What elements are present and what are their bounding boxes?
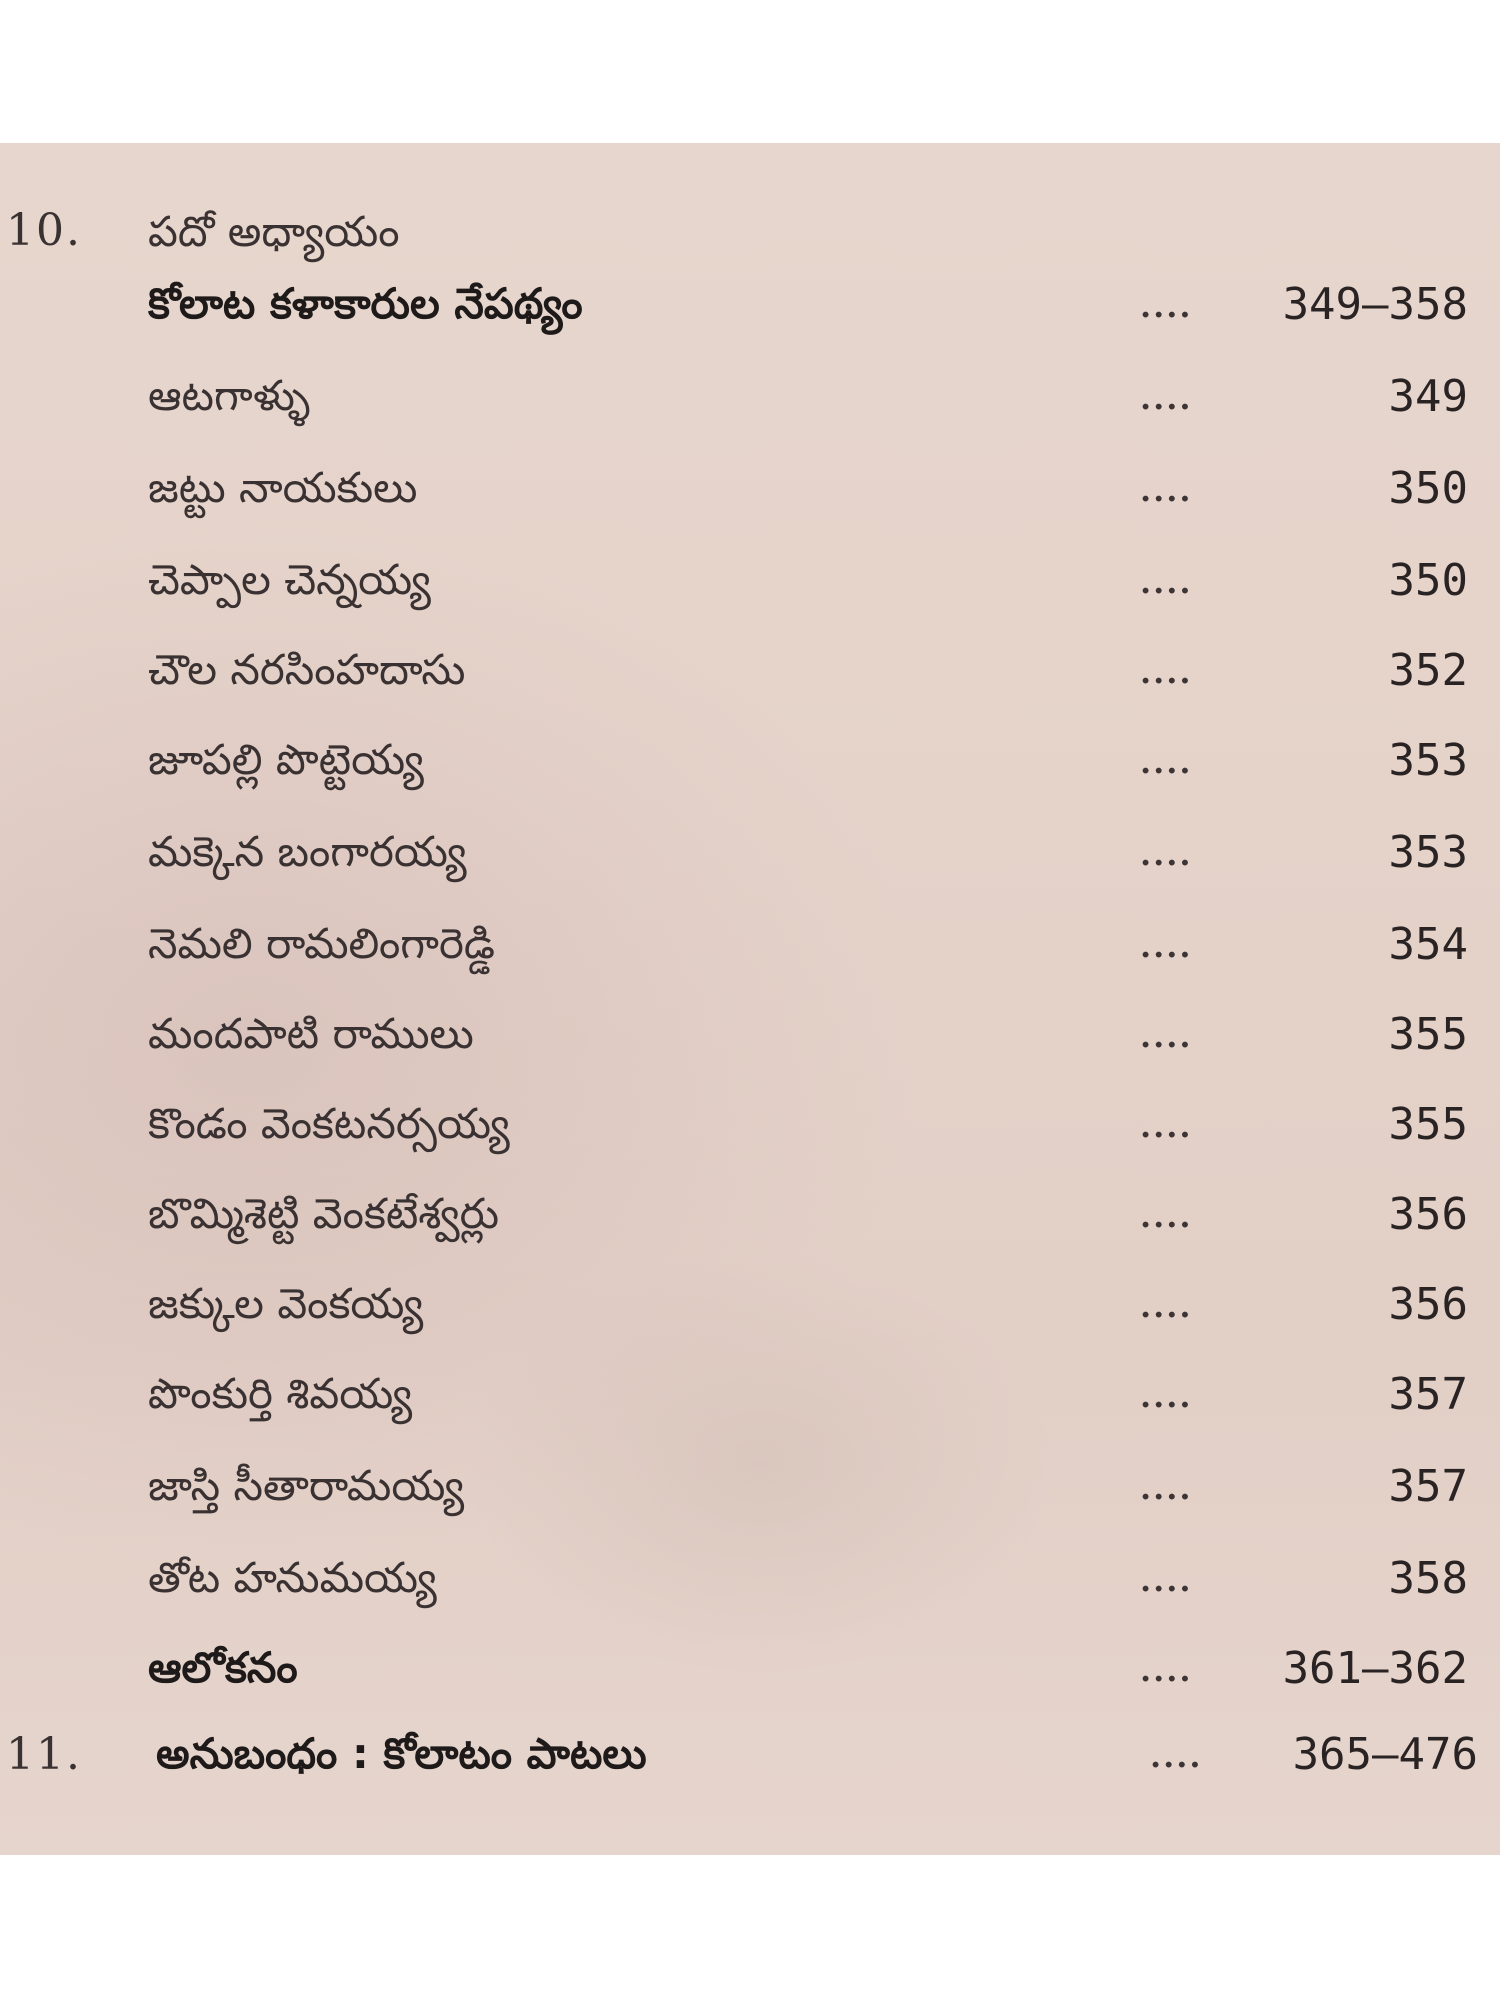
leader-dots: ....	[1140, 379, 1193, 417]
page-number: 355	[1388, 1009, 1468, 1060]
leader-dots: ....	[1140, 1651, 1193, 1689]
page-number: 354	[1388, 919, 1468, 970]
page-range: 365–476	[1292, 1729, 1478, 1780]
page-number: 355	[1388, 1099, 1468, 1150]
entry-title: జట్టు నాయకులు	[148, 463, 418, 512]
leader-dots: ....	[1140, 1469, 1193, 1507]
entry-title: బొమ్మిశెట్టి వెంకటేశ్వర్లు	[148, 1189, 500, 1238]
leader-dots: ....	[1140, 1017, 1193, 1055]
page-number: 358	[1388, 1553, 1468, 1604]
chapter-title: అనుబంధం : కోలాటం పాటలు	[156, 1729, 647, 1778]
page-number: 349	[1388, 371, 1468, 422]
page-number: 357	[1388, 1369, 1468, 1420]
leader-dots: ....	[1140, 563, 1193, 601]
entry-title: జక్కుల వెంకయ్య	[148, 1279, 424, 1328]
entry-title: మక్కెన బంగారయ్య	[148, 827, 467, 876]
entry-title: చౌల నరసింహదాసు	[148, 645, 466, 694]
entry-title: చెప్పాల చెన్నయ్య	[148, 555, 431, 604]
page-number: 350	[1388, 463, 1468, 514]
entry-title: కోలాట కళాకారుల నేపథ్యం	[148, 279, 583, 328]
page-number: 353	[1388, 735, 1468, 786]
entry-title: మందపాటి రాములు	[148, 1009, 474, 1058]
page-number: 350	[1388, 555, 1468, 606]
leader-dots: ....	[1140, 835, 1193, 873]
entry-title: ఆలోకనం	[148, 1643, 298, 1692]
page-range: 361–362	[1282, 1643, 1468, 1694]
leader-dots: ....	[1140, 1377, 1193, 1415]
leader-dots: ....	[1140, 653, 1193, 691]
page-number: 353	[1388, 827, 1468, 878]
page-number: 356	[1388, 1189, 1468, 1240]
leader-dots: ....	[1140, 743, 1193, 781]
leader-dots: ....	[1150, 1737, 1203, 1775]
leader-dots: ....	[1140, 471, 1193, 509]
leader-dots: ....	[1140, 927, 1193, 965]
entry-title: ఆటగాళ్ళు	[148, 371, 311, 420]
leader-dots: ....	[1140, 1287, 1193, 1325]
entry-title: జాస్తి సీతారామయ్య	[148, 1461, 465, 1510]
page-number: 357	[1388, 1461, 1468, 1512]
page-range: 349–358	[1282, 279, 1468, 330]
leader-dots: ....	[1140, 1197, 1193, 1235]
chapter-number: 10.	[6, 205, 82, 256]
scanned-page	[0, 143, 1500, 1855]
entry-title: తోట హనుమయ్య	[148, 1553, 437, 1602]
entry-title: నెమలి రామలింగారెడ్డి	[148, 919, 495, 968]
entry-title: కొండం వెంకటనర్సయ్య	[148, 1099, 510, 1148]
chapter-number: 11.	[6, 1729, 82, 1780]
page-number: 356	[1388, 1279, 1468, 1330]
entry-title: పొంకుర్తి శివయ్య	[148, 1369, 413, 1418]
entry-title: జూపల్లి పొట్టెయ్య	[148, 735, 424, 784]
leader-dots: ....	[1140, 1561, 1193, 1599]
leader-dots: ....	[1140, 287, 1193, 325]
leader-dots: ....	[1140, 1107, 1193, 1145]
chapter-title: పదో అధ్యాయం	[148, 207, 400, 256]
page-number: 352	[1388, 645, 1468, 696]
